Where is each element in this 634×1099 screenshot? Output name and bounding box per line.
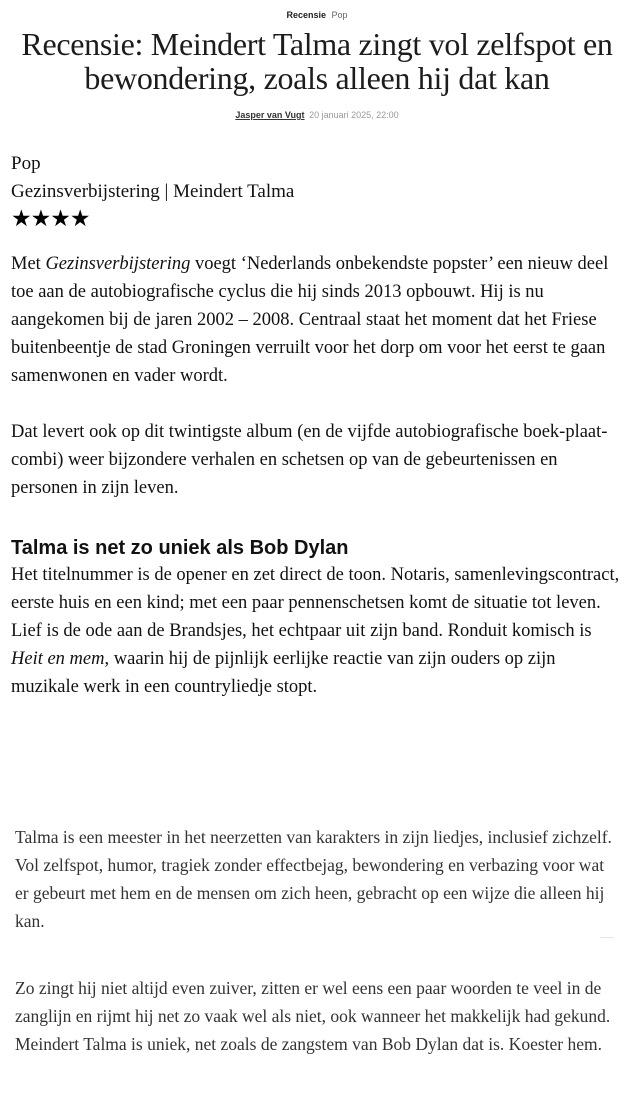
paragraph-master: Talma is een meester in het neerzetten van karakters in zijn liedjes, inclusief zichzelf. Vol zelfspot, humor, tragiek zonder effectbejag, bewondering en verbazing voor wat er gebeurt met hem en de mensen om zich heen, gebracht op een wijze die alleen hij kan. [15, 827, 612, 931]
star-rating: ★★★★ [11, 206, 90, 232]
paragraph-text: Met [11, 254, 46, 274]
section-label[interactable]: Recensie [286, 10, 326, 20]
article-kicker [0, 9, 634, 21]
article-body [11, 150, 620, 701]
article-headline: Recensie: Meindert Talma zingt vol zelfspot en bewondering, zoals alleen hij dat kan [21, 26, 613, 96]
paragraph-text: voegt ‘Nederlands onbekendste popster’ een nieuw deel toe aan de autobiografische cyclus die hij sinds 2013 opbouwt. Hij is nu aangekomen bij de jaren 2002 – 2008. Centraal staat het moment dat het Friese buitenbeentje de stad Groningen verruilt voor het dorp om voor het eerst te gaan samenwonen en vader wordt. [11, 254, 609, 386]
article-header [0, 0, 634, 121]
paragraph-text: , waarin hij de pijnlijk eerlijke reactie van zijn ouders op zijn muzikale werk in een countryliedje stopt. [11, 649, 556, 697]
review-genre: Pop [11, 153, 41, 174]
publish-date: 20 januari 2025, 22:00 [309, 110, 399, 120]
subheading: Talma is net zo uniek als Bob Dylan [11, 537, 349, 559]
category-label[interactable]: Pop [331, 10, 348, 20]
paragraph-text: Het titelnummer is de opener en zet direct de toon. Notaris, samenlevingscontract, eerste huis en een kind; met een paar pennenschetsen komt de situatie tot leven. Lief is de ode aan de Brandsjes, het echtpaar uit zijn band. Ronduit komisch is [11, 565, 620, 641]
album-title-emphasis: Gezinsverbijstering [45, 254, 191, 274]
paragraph-intro [11, 250, 620, 390]
song-title-emphasis: Heit en mem [11, 649, 105, 669]
divider [600, 937, 614, 938]
paragraph-conclusion: Zo zingt hij niet altijd even zuiver, zitten er wel eens een paar woorden te veel in de zanglijn en rijmt hij net zo vaak wel als niet, ook wanneer het makkelijk had gekund. Meindert Talma is uniek, net zoals de zangstem van Bob Dylan dat is. Koester hem. [15, 978, 611, 1054]
paragraph-album: Dat levert ook op dit twintigste album (en de vijfde autobiografische boek-plaat-combi) weer bijzondere verhalen en schetsen op van de gebeurtenissen en personen in zijn leven. [11, 422, 608, 498]
byline [0, 109, 634, 121]
author-link[interactable]: Jasper van Vugt [235, 110, 305, 120]
review-album-artist: Gezinsverbijstering | Meindert Talma [11, 181, 295, 202]
paragraph-tracks [11, 561, 620, 701]
